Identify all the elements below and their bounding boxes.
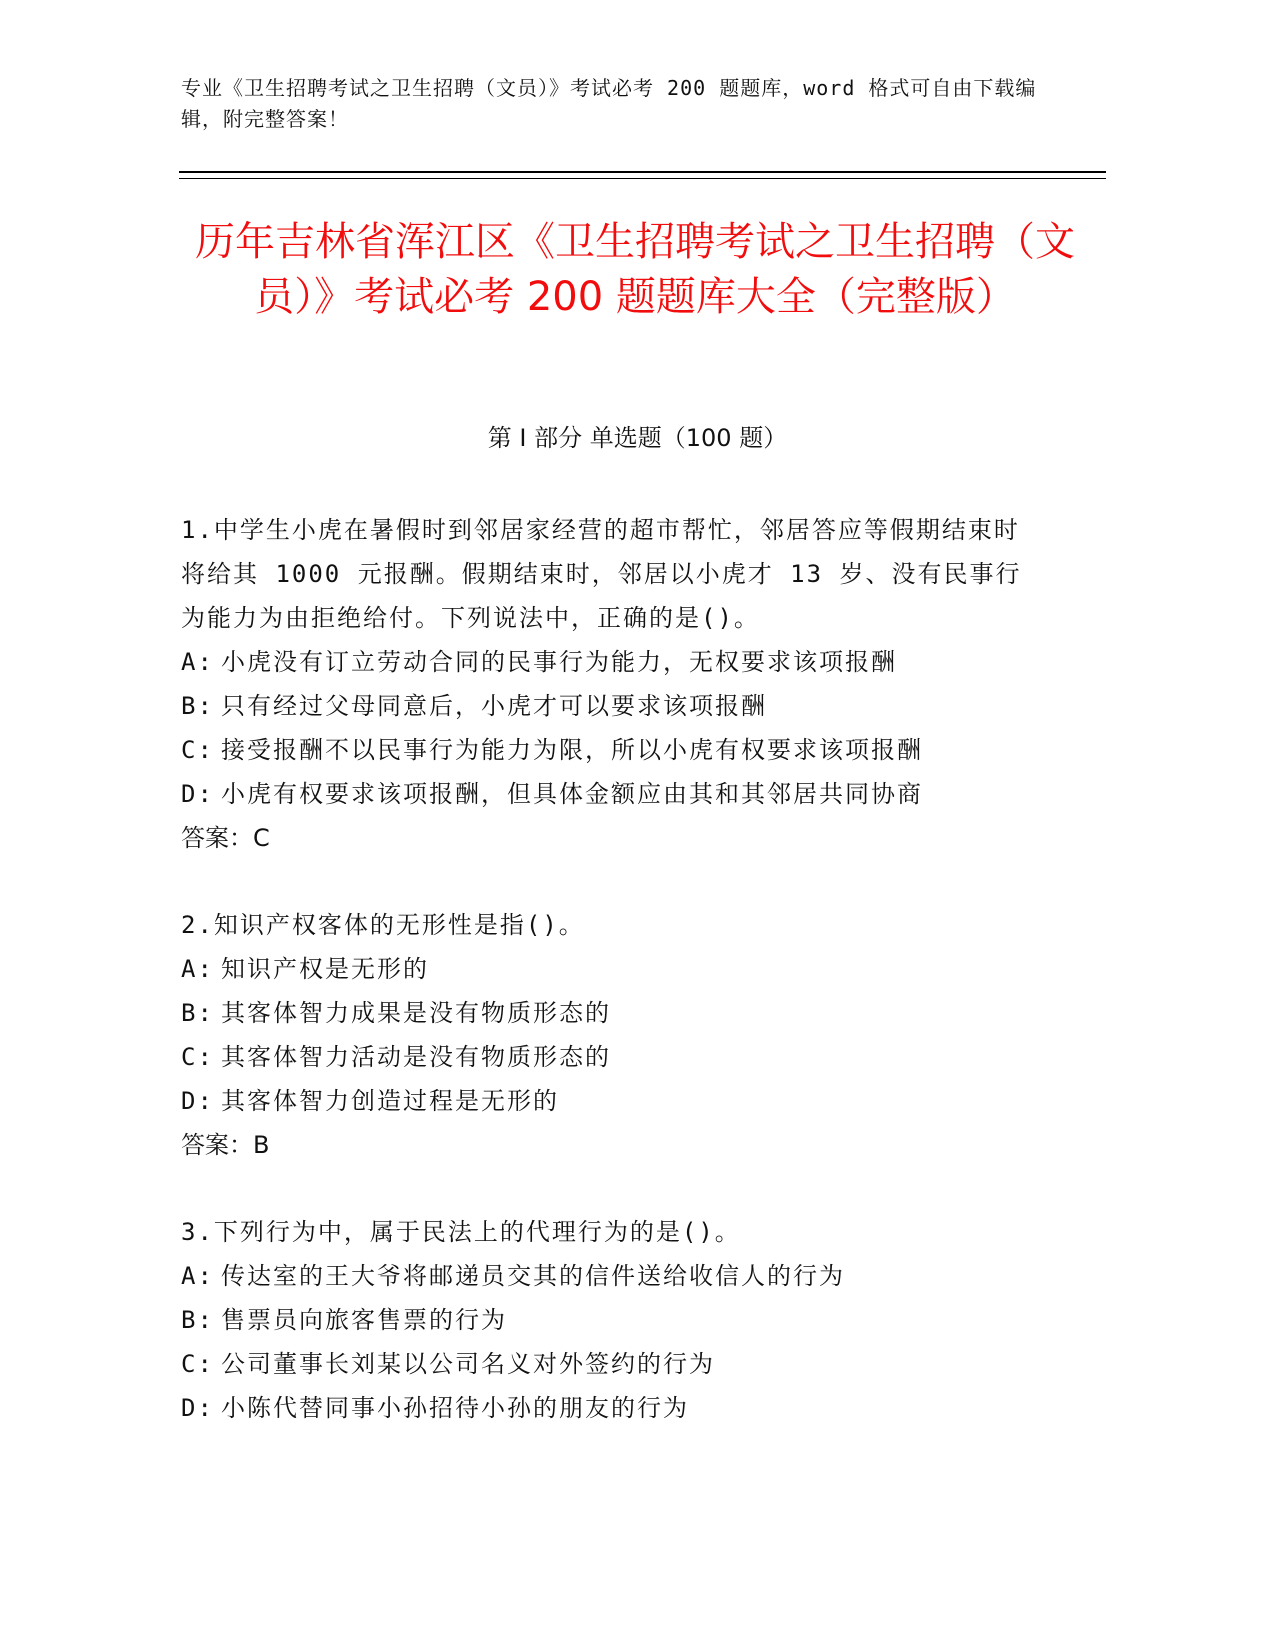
option-text: 知识产权是无形的 [221,955,429,983]
question-list [181,508,1041,1473]
option-text: 小虎有权要求该项报酬，但具体金额应由其和其邻居共同协商 [221,780,923,808]
option-text: 小陈代替同事小孙招待小孙的朋友的行为 [221,1394,689,1422]
header-note: 专业《卫生招聘考试之卫生招聘（文员）》考试必考 200 题题库，word 格式可自由下载编辑，附完整答案！ [181,76,1037,131]
option-c [181,728,1041,772]
header-rule-thin [179,178,1106,179]
option-text: 其客体智力活动是没有物质形态的 [221,1043,611,1071]
option-key: C: [181,1043,214,1071]
option-a [181,947,1041,991]
question-stem: 3.下列行为中，属于民法上的代理行为的是()。 [181,1218,741,1246]
option-text: 小虎没有订立劳动合同的民事行为能力，无权要求该项报酬 [221,648,897,676]
option-key: A: [181,648,214,676]
option-text: 其客体智力创造过程是无形的 [221,1087,559,1115]
option-key: C: [181,736,214,764]
option-c [181,1035,1041,1079]
document-title: 历年吉林省浑江区《卫生招聘考试之卫生招聘（文员）》考试必考 200 题题库大全（完整版） [195,219,1075,320]
section-heading: 第 I 部分 单选题（100 题） [487,424,788,452]
option-key: D: [181,1087,214,1115]
option-d [181,772,1041,816]
answer: 答案：B [181,1131,270,1159]
question-3 [181,1210,1041,1430]
option-a [181,1254,1041,1298]
question-1 [181,508,1041,860]
question-stem: 1.中学生小虎在暑假时到邻居家经营的超市帮忙，邻居答应等假期结束时将给其 1000 元报酬。假期结束时，邻居以小虎才 13 岁、没有民事行为能力为由拒绝给付。下列说法中，正确的是()。 [181,516,1022,632]
option-text: 传达室的王大爷将邮递员交其的信件送给收信人的行为 [221,1262,845,1290]
option-a [181,640,1041,684]
option-text: 其客体智力成果是没有物质形态的 [221,999,611,1027]
option-key: A: [181,1262,214,1290]
option-text: 接受报酬不以民事行为能力为限，所以小虎有权要求该项报酬 [221,736,923,764]
option-text: 公司董事长刘某以公司名义对外签约的行为 [221,1350,715,1378]
option-d [181,1386,1041,1430]
answer: 答案：C [181,824,270,852]
option-text: 售票员向旅客售票的行为 [221,1306,507,1334]
option-c [181,1342,1041,1386]
question-stem: 2.知识产权客体的无形性是指()。 [181,911,585,939]
option-text: 只有经过父母同意后，小虎才可以要求该项报酬 [221,692,767,720]
question-2 [181,903,1041,1167]
option-b [181,684,1041,728]
option-key: D: [181,780,214,808]
option-key: B: [181,999,214,1027]
option-d [181,1079,1041,1123]
option-key: B: [181,692,214,720]
option-key: D: [181,1394,214,1422]
header-rule-thick [179,171,1106,173]
option-key: C: [181,1350,214,1378]
option-b [181,1298,1041,1342]
option-key: A: [181,955,214,983]
option-b [181,991,1041,1035]
option-key: B: [181,1306,214,1334]
